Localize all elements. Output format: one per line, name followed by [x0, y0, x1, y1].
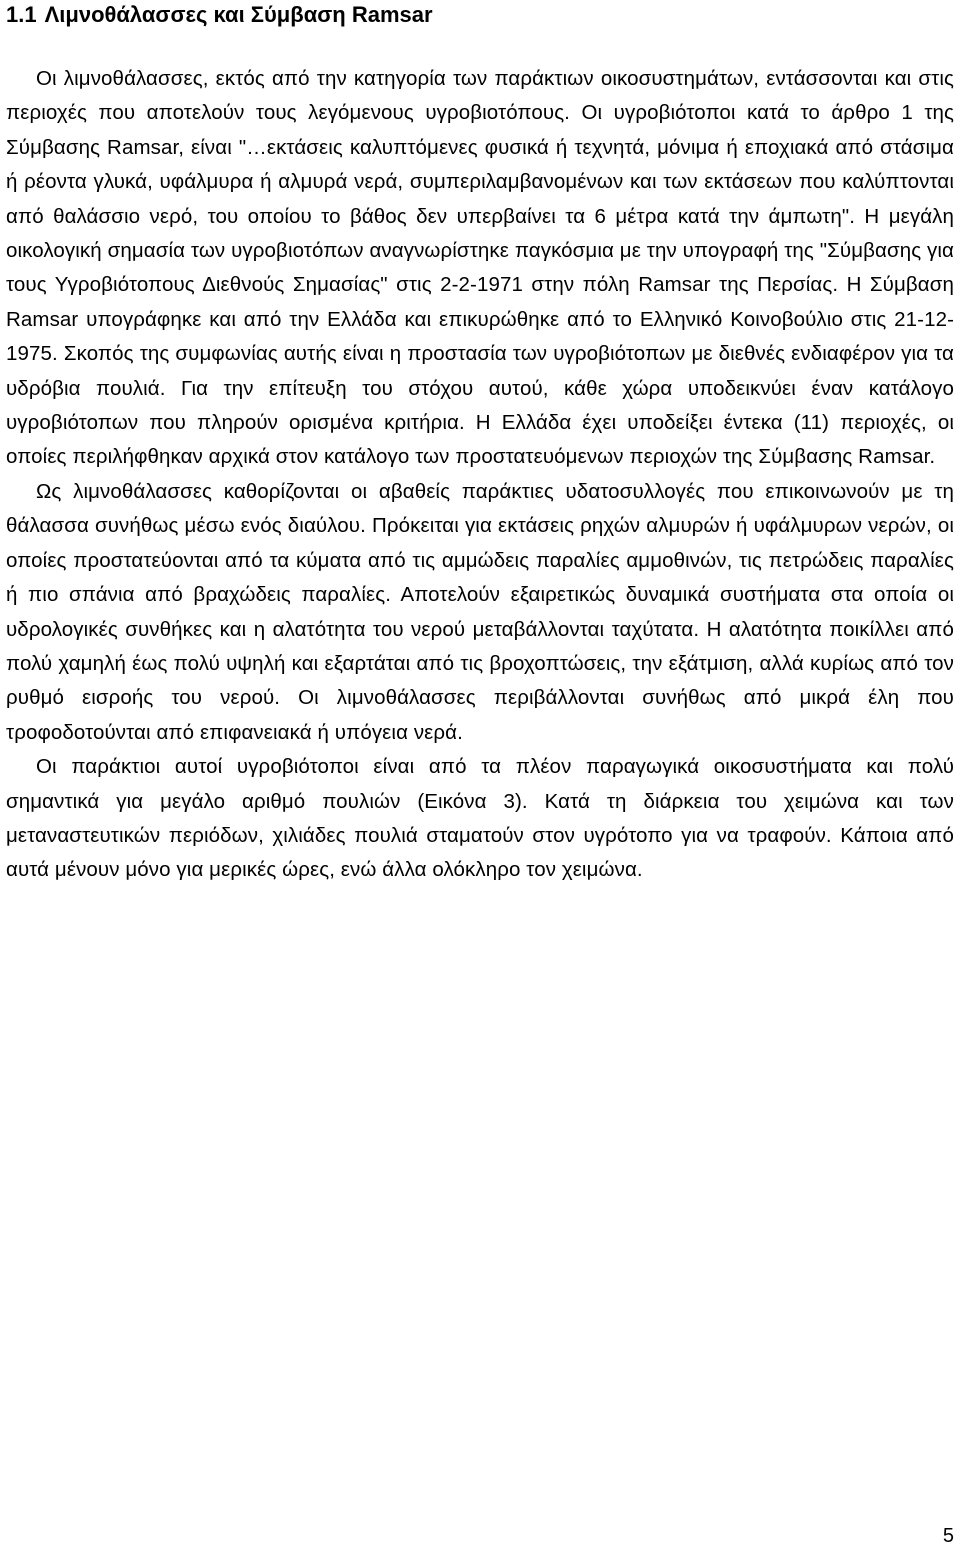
- page-number: 5: [942, 1525, 954, 1547]
- paragraph-lagoons-definition: Ως λιμνοθάλασσες καθορίζονται οι αβαθείς παράκτιες υδατοσυλλογές που επικοινωνούν με τη θάλασσα συνήθως μέσω ενός διαύλου. Πρόκειται για εκτάσεις ρηχών αλμυρών ή υφάλμυρων νερών, οι οποίες προστατεύονται από τα κύματα από τις αμμώδεις παραλίες αμμοθινών, τις πετρώδεις παραλίες ή πιο σπάνια από βραχώδεις παραλίες. Αποτελούν εξαιρετικώς δυναμικά συστήματα στα οποία οι υδρολογικές συνθήκες και η αλατότητα του νερού μεταβάλλονται ταχύτατα. Η αλατότητα ποικίλλει από πολύ χαμηλή έως πολύ υψηλή και εξαρτάται από τις βροχοπτώσεις, την εξάτμιση, αλλά κυρίως από τον ρυθμό εισροής του νερού. Οι λιμνοθάλασσες περιβάλλονται συνήθως από μικρά έλη που τροφοδοτούνται από επιφανειακά ή υπόγεια νερά.: [6, 479, 954, 744]
- section-number: 1.1: [6, 2, 37, 27]
- document-body: [6, 62, 954, 888]
- paragraph-ramsar: Οι λιμνοθάλασσες, εκτός από την κατηγορία των παράκτιων οικοσυστημάτων, εντάσσονται και στις περιοχές που αποτελούν τους λεγόμενους υγροβιοτόπους. Οι υγροβιότοποι κατά το άρθρο 1 της Σύμβασης Ramsar, είναι "…εκτάσεις καλυπτόμενες φυσικά ή τεχνητά, μόνιμα ή εποχιακά από στάσιμα ή ρέοντα γλυκά, υφάλμυρα ή αλμυρά νερά, συμπεριλαμβανομένων και των εκτάσεων που καλύπτονται από θαλάσσιο νερό, του οποίου το βάθος δεν υπερβαίνει τα 6 μέτρα κατά την άμπωτη". Η μεγάλη οικολογική σημασία των υγροβιοτόπων αναγνωρίστηκε παγκόσμια με την υπογραφή της "Σύμβασης για τους Υγροβιότοπους Διεθνούς Σημασίας" στις 2-2-1971 στην πόλη Ramsar της Περσίας. Η Σύμβαση Ramsar υπογράφηκε και από την Ελλάδα και επικυρώθηκε από το Ελληνικό Κοινοβούλιο στις 21-12-1975. Σκοπός της συμφωνίας αυτής είναι η προστασία των υγροβιότοπων με διεθνές ενδιαφέρον για τα υδρόβια πουλιά. Για την επίτευξη του στόχου αυτού, κάθε χώρα υποδεικνύει έναν κατάλογο υγροβιότοπων που πληρούν ορισμένα κριτήρια. Η Ελλάδα έχει υποδείξει έντεκα (11) περιοχές, οι οποίες περιλήφθηκαν αρχικά στον κατάλογο των προστατευόμενων περιοχών της Σύμβασης Ramsar.: [6, 67, 954, 469]
- section-heading: [6, 0, 954, 30]
- section-title: Λιμνοθάλασσες και Σύμβαση Ramsar: [44, 2, 433, 27]
- paragraph-productivity: Οι παράκτιοι αυτοί υγροβιότοποι είναι από τα πλέον παραγωγικά οικοσυστήματα και πολύ σημαντικά για μεγάλο αριθμό πουλιών (Εικόνα 3). Κατά τη διάρκεια του χειμώνα και των μεταναστευτικών περιόδων, χιλιάδες πουλιά σταματούν στον υγρότοπο για να τραφούν. Κάποια από αυτά μένουν μόνο για μερικές ώρες, ενώ άλλα ολόκληρο τον χειμώνα.: [6, 755, 954, 882]
- document-page: [6, 0, 954, 882]
